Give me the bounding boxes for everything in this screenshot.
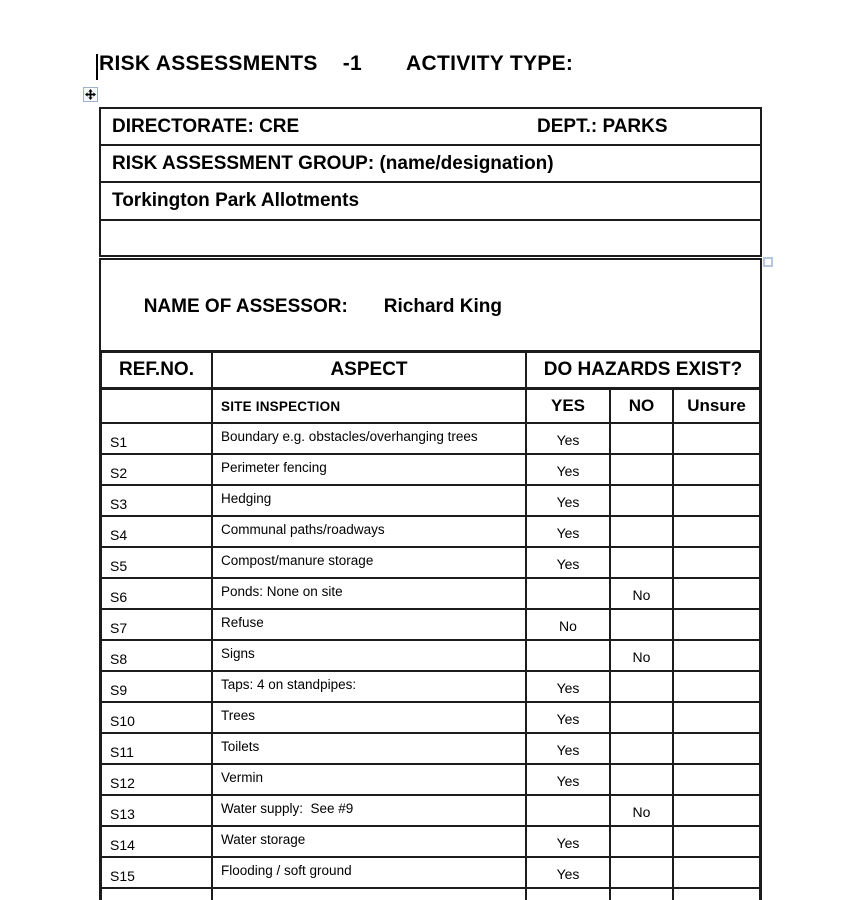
- row-ref-cell[interactable]: [102, 734, 213, 763]
- row-yes: Yes: [556, 556, 580, 572]
- row-aspect-cell[interactable]: [213, 579, 527, 608]
- row-yes-cell[interactable]: [527, 455, 611, 484]
- row-aspect-cell[interactable]: [213, 672, 527, 701]
- row-unsure-cell[interactable]: [674, 858, 759, 887]
- stub-cell: [102, 889, 213, 900]
- directorate-row[interactable]: [101, 109, 760, 146]
- row-ref-cell[interactable]: [102, 579, 213, 608]
- stub-cell: [674, 889, 759, 900]
- row-aspect: Taps: 4 on standpipes:: [221, 677, 357, 692]
- row-ref: S11: [110, 744, 134, 760]
- row-ref-cell[interactable]: [102, 765, 213, 794]
- row-aspect-cell[interactable]: [213, 548, 527, 577]
- table-row[interactable]: [102, 765, 759, 796]
- row-aspect: Water storage: [221, 832, 306, 847]
- row-yes-cell[interactable]: [527, 641, 611, 670]
- row-yes-cell[interactable]: [527, 517, 611, 546]
- row-ref: S13: [110, 806, 135, 822]
- row-no-cell[interactable]: [611, 548, 674, 577]
- table-row[interactable]: [102, 486, 759, 517]
- title-main: RISK ASSESSMENTS: [99, 52, 318, 75]
- table-row[interactable]: [102, 579, 759, 610]
- row-ref-cell[interactable]: [102, 703, 213, 732]
- row-no-cell[interactable]: [611, 486, 674, 515]
- row-yes-cell[interactable]: [527, 734, 611, 763]
- row-yes-cell[interactable]: [527, 610, 611, 639]
- table-row[interactable]: [102, 455, 759, 486]
- title-number: -1: [342, 52, 363, 75]
- subheader-cell-section[interactable]: SITE INSPECTION: [213, 390, 527, 422]
- row-yes-cell[interactable]: [527, 548, 611, 577]
- group-label: RISK ASSESSMENT GROUP: (name/designation): [112, 152, 554, 174]
- row-ref: S1: [110, 434, 128, 450]
- row-unsure-cell[interactable]: [674, 486, 759, 515]
- partial-row[interactable]: [102, 889, 759, 900]
- table-row[interactable]: [102, 517, 759, 548]
- group-value: Torkington Park Allotments: [112, 190, 360, 211]
- row-aspect: Communal paths/roadways: [221, 522, 385, 537]
- row-no-cell[interactable]: [611, 858, 674, 887]
- subheader-cell-empty[interactable]: [102, 390, 213, 422]
- table-resize-handle[interactable]: [763, 257, 773, 267]
- assessor-label: NAME OF ASSESSOR:: [143, 296, 348, 317]
- table-row[interactable]: [102, 734, 759, 765]
- row-ref-cell[interactable]: [102, 517, 213, 546]
- row-yes: No: [559, 618, 577, 634]
- row-aspect: Ponds: None on site: [221, 584, 343, 599]
- table-row[interactable]: [102, 703, 759, 734]
- row-ref: S10: [110, 713, 135, 729]
- row-ref-cell[interactable]: [102, 548, 213, 577]
- row-yes-cell[interactable]: [527, 486, 611, 515]
- header-cell-hazards[interactable]: DO HAZARDS EXIST?: [543, 359, 743, 380]
- row-ref: S14: [110, 837, 135, 853]
- table-row[interactable]: [102, 548, 759, 579]
- row-ref-cell[interactable]: [102, 672, 213, 701]
- row-yes: Yes: [556, 866, 580, 882]
- row-aspect: Compost/manure storage: [221, 553, 374, 568]
- row-unsure-cell[interactable]: [674, 455, 759, 484]
- row-unsure-cell[interactable]: [674, 703, 759, 732]
- assessor-line: [112, 266, 760, 347]
- row-yes-cell[interactable]: [527, 672, 611, 701]
- row-yes: Yes: [556, 835, 580, 851]
- row-unsure-cell[interactable]: [674, 610, 759, 639]
- row-aspect-cell[interactable]: [213, 734, 527, 763]
- row-ref: S3: [110, 496, 128, 512]
- text-cursor: [96, 54, 98, 80]
- stub-cell: [611, 889, 674, 900]
- hazard-table: [99, 350, 762, 900]
- row-yes-cell[interactable]: [527, 579, 611, 608]
- row-aspect-cell[interactable]: [213, 858, 527, 887]
- row-yes-cell[interactable]: [527, 827, 611, 856]
- row-yes-cell[interactable]: [527, 765, 611, 794]
- row-no: No: [632, 649, 651, 665]
- table-move-handle[interactable]: [83, 87, 98, 102]
- row-aspect: Hedging: [221, 491, 272, 506]
- dept-label: DEPT.: PARKS: [537, 115, 668, 137]
- row-ref-cell[interactable]: [102, 610, 213, 639]
- row-no-cell[interactable]: [611, 796, 674, 825]
- group-value-row[interactable]: [101, 183, 760, 221]
- row-ref-cell[interactable]: [102, 486, 213, 515]
- row-aspect: Flooding / soft ground: [221, 863, 352, 878]
- row-ref: S7: [110, 620, 128, 636]
- row-yes-cell[interactable]: [527, 796, 611, 825]
- row-aspect: Toilets: [221, 739, 260, 754]
- row-no-cell[interactable]: [611, 455, 674, 484]
- row-yes: Yes: [556, 463, 580, 479]
- row-yes: Yes: [556, 494, 580, 510]
- row-yes: Yes: [556, 711, 580, 727]
- row-aspect: Trees: [221, 708, 256, 723]
- row-aspect: Vermin: [221, 770, 264, 785]
- subheader-cell-unsure[interactable]: Unsure: [687, 396, 746, 415]
- row-aspect: Boundary e.g. obstacles/overhanging trees: [221, 429, 478, 444]
- row-ref-cell[interactable]: [102, 641, 213, 670]
- page-title[interactable]: [99, 52, 573, 76]
- row-ref: S12: [110, 775, 135, 791]
- table-row[interactable]: [102, 858, 759, 889]
- hazard-table-subheader: [102, 390, 759, 424]
- row-no-cell[interactable]: [611, 641, 674, 670]
- row-unsure-cell[interactable]: [674, 672, 759, 701]
- row-no-cell[interactable]: [611, 734, 674, 763]
- row-unsure-cell[interactable]: [674, 796, 759, 825]
- row-ref: S5: [110, 558, 128, 574]
- row-yes-cell[interactable]: [527, 858, 611, 887]
- subheader-cell-no[interactable]: NO: [611, 390, 674, 422]
- row-unsure-cell[interactable]: [674, 734, 759, 763]
- table-row[interactable]: [102, 827, 759, 858]
- hazard-table-header: [102, 353, 759, 390]
- row-ref: S4: [110, 527, 128, 543]
- row-no: No: [632, 587, 651, 603]
- row-aspect: Perimeter fencing: [221, 460, 327, 475]
- hazard-table-body: [102, 424, 759, 889]
- table-row[interactable]: [102, 641, 759, 672]
- row-no-cell[interactable]: [611, 765, 674, 794]
- row-no-cell[interactable]: [611, 703, 674, 732]
- row-aspect: Water supply: See #9: [221, 801, 354, 816]
- row-unsure-cell[interactable]: [674, 579, 759, 608]
- row-aspect: Signs: [221, 646, 255, 661]
- row-aspect-cell[interactable]: [213, 765, 527, 794]
- row-yes: Yes: [556, 742, 580, 758]
- row-aspect-cell[interactable]: [213, 641, 527, 670]
- row-yes: Yes: [556, 525, 580, 541]
- group-label-row[interactable]: [101, 146, 760, 183]
- row-unsure-cell[interactable]: [674, 548, 759, 577]
- row-ref-cell[interactable]: [102, 455, 213, 484]
- move-icon: [85, 89, 96, 100]
- assessor-value: Richard King: [383, 296, 503, 317]
- row-ref-cell[interactable]: [102, 827, 213, 856]
- row-no: No: [632, 804, 651, 820]
- header-cell-ref[interactable]: REF.NO.: [102, 353, 213, 387]
- row-no-cell[interactable]: [611, 610, 674, 639]
- row-yes-cell[interactable]: [527, 424, 611, 453]
- row-aspect-cell[interactable]: [213, 703, 527, 732]
- row-aspect-cell[interactable]: [213, 517, 527, 546]
- subheader-cell-yes[interactable]: YES: [527, 390, 611, 422]
- table-row[interactable]: [102, 424, 759, 455]
- row-aspect-cell[interactable]: [213, 827, 527, 856]
- row-ref-cell[interactable]: [102, 796, 213, 825]
- row-unsure-cell[interactable]: [674, 827, 759, 856]
- row-no-cell[interactable]: [611, 579, 674, 608]
- stub-cell: [527, 889, 611, 900]
- row-unsure-cell[interactable]: [674, 641, 759, 670]
- row-ref: S6: [110, 589, 128, 605]
- row-no-cell[interactable]: [611, 424, 674, 453]
- table-row[interactable]: [102, 610, 759, 641]
- row-unsure-cell[interactable]: [674, 517, 759, 546]
- row-yes: Yes: [556, 773, 580, 789]
- directorate-label: DIRECTORATE: CRE: [112, 115, 300, 137]
- row-aspect-cell[interactable]: [213, 610, 527, 639]
- row-aspect-cell[interactable]: [213, 455, 527, 484]
- row-aspect-cell[interactable]: [213, 424, 527, 453]
- row-ref: S2: [110, 465, 128, 481]
- row-unsure-cell[interactable]: [674, 424, 759, 453]
- info-table: [99, 107, 762, 257]
- row-unsure-cell[interactable]: [674, 765, 759, 794]
- table-row[interactable]: [102, 672, 759, 703]
- row-ref: S9: [110, 682, 128, 698]
- row-no-cell[interactable]: [611, 672, 674, 701]
- empty-row[interactable]: [101, 221, 760, 255]
- row-aspect-cell[interactable]: [213, 796, 527, 825]
- row-no-cell[interactable]: [611, 517, 674, 546]
- stub-cell: [213, 889, 527, 900]
- row-ref: S15: [110, 868, 135, 884]
- title-activity-type: ACTIVITY TYPE:: [406, 52, 574, 75]
- table-row[interactable]: [102, 796, 759, 827]
- header-cell-aspect[interactable]: ASPECT: [213, 353, 527, 387]
- row-yes: Yes: [556, 680, 580, 696]
- row-aspect-cell[interactable]: [213, 486, 527, 515]
- row-ref-cell[interactable]: [102, 858, 213, 887]
- row-yes-cell[interactable]: [527, 703, 611, 732]
- row-ref-cell[interactable]: [102, 424, 213, 453]
- row-no-cell[interactable]: [611, 827, 674, 856]
- row-ref: S8: [110, 651, 128, 667]
- row-aspect: Refuse: [221, 615, 264, 630]
- row-yes: Yes: [556, 432, 580, 448]
